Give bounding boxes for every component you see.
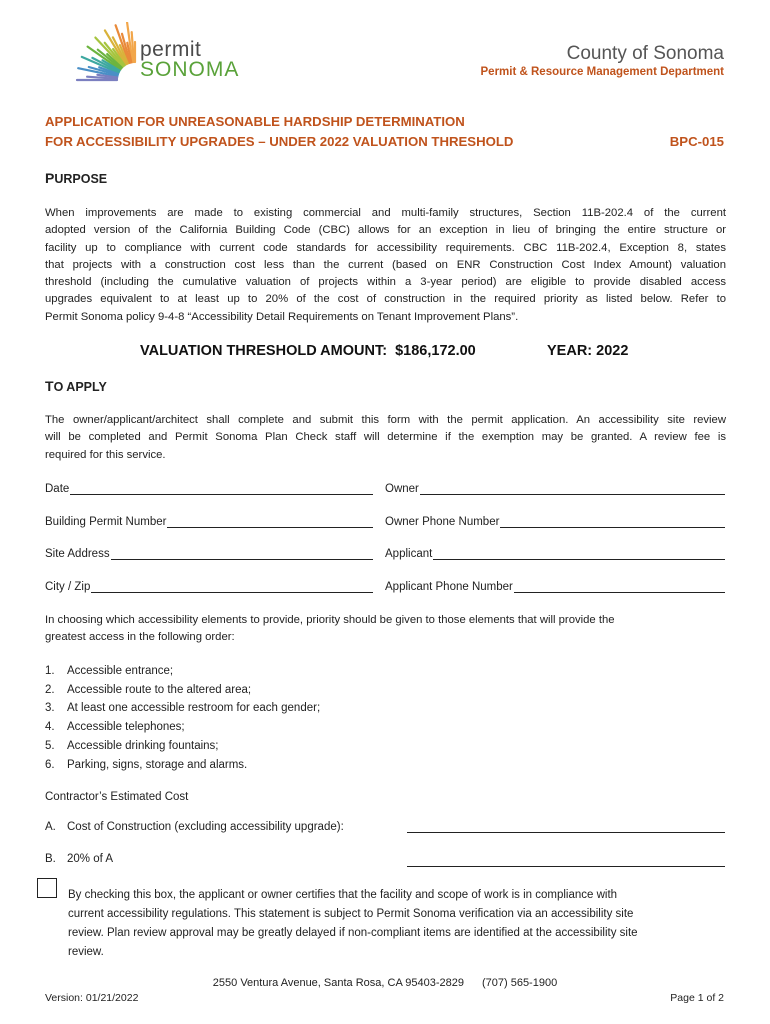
applicant-phone-number-field[interactable]: Applicant Phone Number: [385, 580, 725, 593]
city-zip-field[interactable]: City / Zip: [45, 580, 373, 593]
logo-sonoma-text: SONOMA: [140, 58, 240, 81]
logo-permit-text: permit: [140, 38, 202, 61]
priority-intro: In choosing which accessibility elements to provide, priority should be given to those elements that will provide the greatest access in the following order:: [45, 614, 615, 644]
form-title-line2: FOR ACCESSIBILITY UPGRADES – UNDER 2022 VALUATION THRESHOLD: [45, 134, 514, 149]
list-item: 3. At least one accessible restroom for each gender;: [45, 702, 321, 715]
building-permit-number-field[interactable]: Building Permit Number: [45, 515, 373, 528]
threshold-year: YEAR: 2022: [547, 343, 629, 359]
twenty-percent-input[interactable]: [407, 866, 725, 867]
list-item: 4. Accessible telephones;: [45, 721, 185, 734]
footer-address: 2550 Ventura Avenue, Santa Rosa, CA 95403-2829 (707) 565-1900: [212, 977, 558, 989]
owner-field[interactable]: Owner: [385, 482, 725, 495]
cost-of-construction-input[interactable]: [407, 832, 725, 833]
certify-checkbox[interactable]: [37, 878, 57, 898]
valuation-threshold: VALUATION THRESHOLD AMOUNT: $186,172.00: [140, 343, 476, 359]
site-address-field[interactable]: Site Address: [45, 547, 373, 560]
certification-text: By checking this box, the applicant or owner certifies that the facility and scope of work is in compliance with current accessibility regulations. This statement is subject to Permit Sonoma verification via an accessibility site review. Plan review approval may be greatly delayed if non-compliant items are identified at the accessibility site review.: [68, 889, 638, 958]
department-name: Permit & Resource Management Department: [480, 66, 724, 78]
to-apply-paragraph: The owner/applicant/architect shall complete and submit this form with the permit application. An accessibility site review will be completed and Permit Sonoma Plan Check staff will determine if the exemption may be granted. A review fee is required for this service.: [45, 414, 726, 461]
applicant-field[interactable]: Applicant: [385, 547, 725, 560]
list-item: 2. Accessible route to the altered area;: [45, 683, 252, 696]
county-name: County of Sonoma: [566, 43, 724, 64]
contractor-cost-heading: Contractor’s Estimated Cost: [45, 791, 189, 803]
to-apply-heading: TO APPLY: [45, 378, 107, 394]
permit-sonoma-logo-icon: [40, 22, 140, 82]
form-id: BPC-015: [669, 134, 724, 149]
date-field[interactable]: Date: [45, 482, 373, 495]
list-item: 6. Parking, signs, storage and alarms.: [45, 758, 248, 771]
purpose-heading: PURPOSE: [45, 170, 108, 186]
owner-phone-number-field[interactable]: Owner Phone Number: [385, 515, 725, 528]
version-label: Version: 01/21/2022: [45, 992, 139, 1004]
purpose-paragraph: When improvements are made to existing commercial and multi-family structures, Section 11B-202.4 of the current adopted version of the California Building Code (CBC) allows for an exception in lieu of bringing the entire structure or facility up to compliance with current code standards for accessibility requirements. CBC 11B-202.4, Exception 8, states that projects with a construction cost less than the current (based on ENR Construction Cost Index Amount) valuation threshold (including the cumulative valuation of projects within a 3-year period) are eligible to provide disabled access upgrades equivalent to at least up to 20% of the cost of construction in the required priority as listed below. Refer to Permit Sonoma policy 9-4-8 “Accessibility Detail Requirements on Tenant Improvement Plans”.: [45, 207, 726, 323]
page-number: Page 1 of 2: [670, 992, 724, 1004]
list-item: 5. Accessible drinking fountains;: [45, 739, 219, 752]
list-item: 1. Accessible entrance;: [45, 665, 174, 677]
cost-a-label: A. Cost of Construction (excluding accessibility upgrade):: [45, 821, 344, 833]
form-title-line1: APPLICATION FOR UNREASONABLE HARDSHIP DETERMINATION: [45, 114, 465, 129]
cost-b-label: B. 20% of A: [45, 853, 114, 865]
priority-list: [45, 662, 320, 774]
